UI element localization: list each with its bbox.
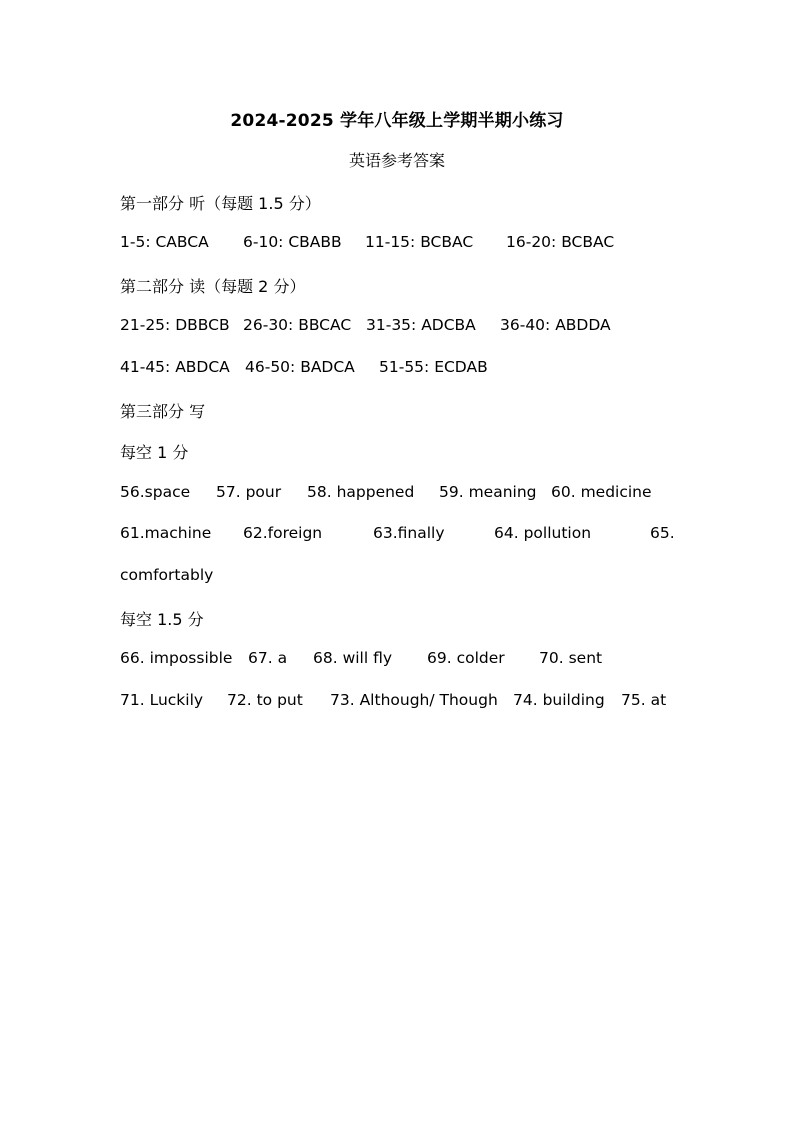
answer-item: 61.machine: [120, 524, 212, 542]
answer-item: 66. impossible: [120, 649, 233, 667]
answer-item: 59. meaning: [439, 483, 537, 501]
page-subtitle: 英语参考答案: [348, 151, 445, 170]
answer-item: 71. Luckily: [120, 691, 204, 709]
answer-group: 1-5: CABCA: [120, 233, 209, 251]
answer-item: 60. medicine: [551, 483, 652, 501]
answer-item: 64. pollution: [494, 524, 592, 542]
answer-group: 51-55: ECDAB: [379, 358, 488, 376]
answer-group: 46-50: BADCA: [245, 358, 355, 376]
answer-group: 11-15: BCBAC: [365, 233, 474, 251]
answer-item: 56.space: [120, 483, 191, 501]
answer-item: 58. happened: [307, 483, 415, 501]
answer-item: 74. building: [513, 691, 605, 709]
answer-item: 69. colder: [427, 649, 505, 667]
answer-item: 62.foreign: [243, 524, 323, 542]
answer-group: 26-30: BBCAC: [243, 316, 352, 334]
part3-heading: 第三部分 写: [120, 402, 206, 421]
answer-item: 70. sent: [539, 649, 603, 667]
answer-item: 75. at: [621, 691, 667, 709]
answer-group: 6-10: CBABB: [243, 233, 342, 251]
answer-item: 72. to put: [227, 691, 303, 709]
answer-item: 68. will fly: [313, 649, 393, 667]
answer-group: 31-35: ADCBA: [366, 316, 476, 334]
answer-group: 41-45: ABDCA: [120, 358, 230, 376]
answer-item: 65.: [650, 524, 675, 542]
page-title: 2024-2025 学年八年级上学期半期小练习: [230, 111, 564, 131]
answer-group: 21-25: DBBCB: [120, 316, 230, 334]
answer-item: 67. a: [248, 649, 288, 667]
answer-item: 63.finally: [373, 524, 445, 542]
part1-heading: 第一部分 听（每题 1.5 分）: [120, 194, 321, 213]
answer-group: 36-40: ABDDA: [500, 316, 611, 334]
section-a-heading: 每空 1 分: [120, 443, 189, 462]
answer-item: 73. Although/ Though: [330, 691, 498, 709]
answer-item: 57. pour: [216, 483, 282, 501]
answer-group: 16-20: BCBAC: [506, 233, 615, 251]
part2-heading: 第二部分 读（每题 2 分）: [120, 277, 306, 296]
section-b-heading: 每空 1.5 分: [120, 610, 204, 629]
answer-item: comfortably: [120, 566, 214, 584]
